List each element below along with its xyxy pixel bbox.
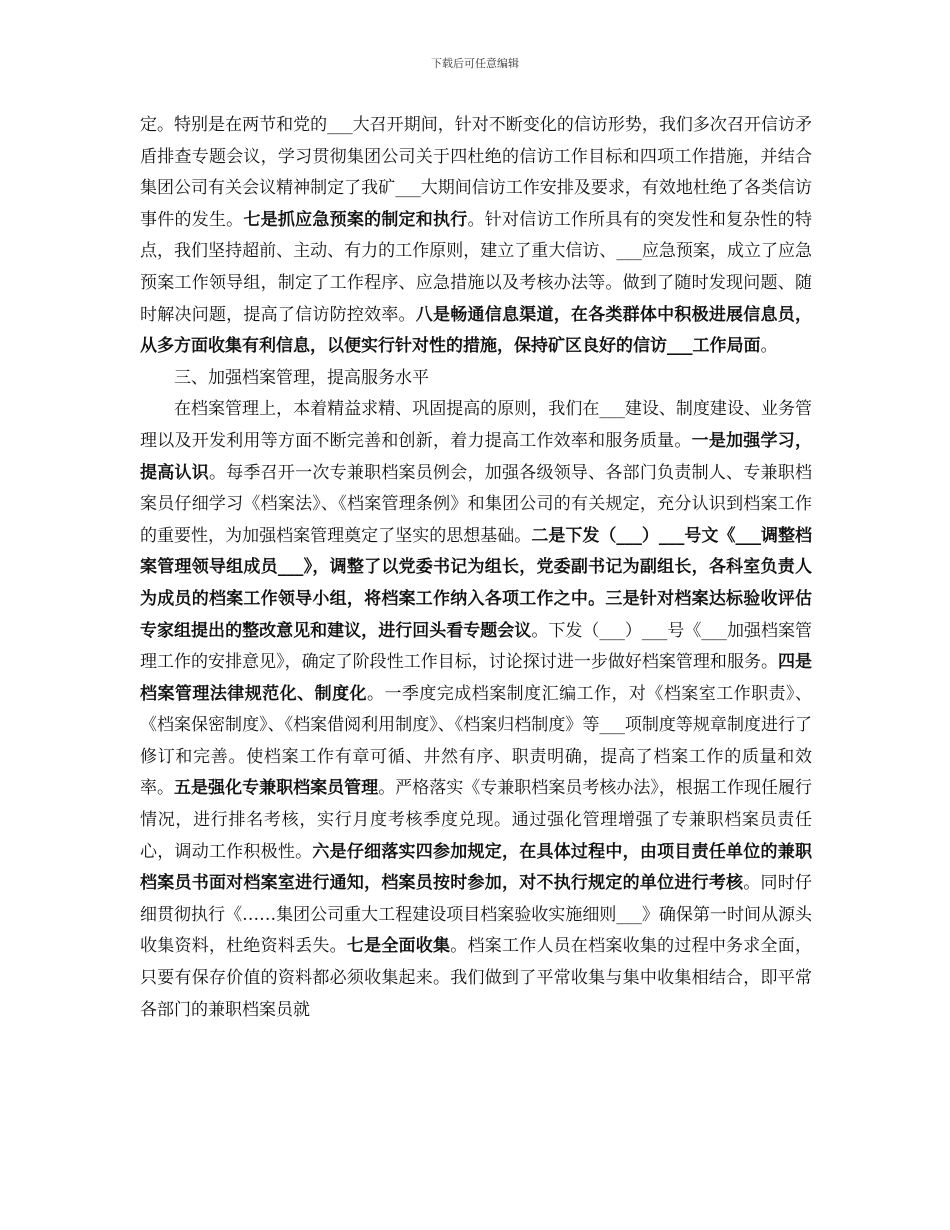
section-heading: 三、加强档案管理，提高服务水平 bbox=[174, 367, 429, 388]
text-run: 。同时仔细贯彻执行《……集团公司重大工程建设项目档案验收实施细则___》确保第一时间从源头收集资料，杜绝资料丢失。 bbox=[140, 873, 813, 957]
page-header: 下载后可任意编辑 bbox=[431, 57, 519, 70]
text-run: 。档案工作人员在档案收集的过程中务求全面，只要有保存价值的资料都必须收集起来。我们做到了平常收集与集中收集相结合，即平常各部门的兼职档案员就 bbox=[140, 936, 813, 1020]
text-run: 。 bbox=[760, 336, 778, 357]
bold-run: 五是强化专兼职档案员管理 bbox=[174, 778, 379, 799]
text-run: 。一季度完成档案制度汇编工作，对《档案室工作职责》、《档案保密制度》、《档案借阅利用制度》、《档案归档制度》等___项制度等规章制度进行了修订和完善。使档案工作有章可循、井然有序、职责明确，提高了档案工作的质量和效率。 bbox=[140, 683, 813, 799]
bold-run: 七是全面收集 bbox=[346, 936, 451, 957]
bold-run: 一是加强学习，提高认识 bbox=[140, 430, 812, 483]
paragraph-archives bbox=[140, 394, 812, 1026]
bold-run: 二是下发（___）___号文《___调整档案管理领导组成员___》，调整了以党委书记为组长，党委副书记为副组长，各科室负责人为成员的档案工作领导小组，将档案工作纳入各项工作之中。三是针对档案达标验收评估专家组提出的整改意见和建议，进行回头看专题会议 bbox=[140, 525, 813, 641]
text-run: 。严格落实《专兼职档案员考核办法》，根据工作现任履行情况，进行排名考核，实行月度考核季度兑现。通过强化管理增强了专兼职档案员责任心，调动工作积极性。 bbox=[140, 778, 813, 862]
text-run: 。每季召开一次专兼职档案员例会，加强各级领导、各部门负责制人、专兼职档案员仔细学习《档案法》、《档案管理条例》和集团公司的有关规定，充分认识到档案工作的重要性，为加强档案管理奠定了坚实的思想基础。 bbox=[140, 462, 813, 546]
bold-run: 八是畅通信息渠道，在各类群体中积极进展信息员，从多方面收集有利信息，以便实行针对性的措施，保持矿区良好的信访___工作局面 bbox=[140, 304, 813, 357]
text-run: 在档案管理上，本着精益求精、巩固提高的原则，我们在___建设、制度建设、业务管理以及开发利用等方面不断完善和创新，着力提高工作效率和服务质量。 bbox=[140, 399, 812, 451]
text-run: 。下发（___）___号《___加强档案管理工作的安排意见》，确定了阶段性工作目标，讨论探讨进一步做好档案管理和服务。 bbox=[140, 620, 813, 673]
text-run: 定。特别是在两节和党的___大召开期间，针对不断变化的信访形势，我们多次召开信访矛盾排查专题会议，学习贯彻集团公司关于四杜绝的信访工作目标和四项工作措施，并结合集团公司有关会议精神制定了我矿___大期间信访工作安排及要求，有效地杜绝了各类信访事件的发生。 bbox=[140, 115, 812, 230]
text-run: 。针对信访工作所具有的突发性和复杂性的特点，我们坚持超前、主动、有力的工作原则，建立了重大信访、___应急预案，成立了应急预案工作领导组，制定了工作程序、应急措施以及考核办法等。做到了随时发现问题、随时解决问题，提高了信访防控效率。 bbox=[140, 209, 813, 325]
paragraph-petition bbox=[140, 110, 812, 363]
bold-run: 七是抓应急预案的制定和执行 bbox=[243, 209, 468, 230]
bold-run: 四是档案管理法律规范化、制度化 bbox=[140, 652, 813, 704]
document-body bbox=[140, 110, 812, 1026]
bold-run: 六是仔细落实四参加规定，在具体过程中，由项目责任单位的兼职档案员书面对档案室进行通知，档案员按时参加，对不执行规定的单位进行考核 bbox=[140, 841, 813, 894]
